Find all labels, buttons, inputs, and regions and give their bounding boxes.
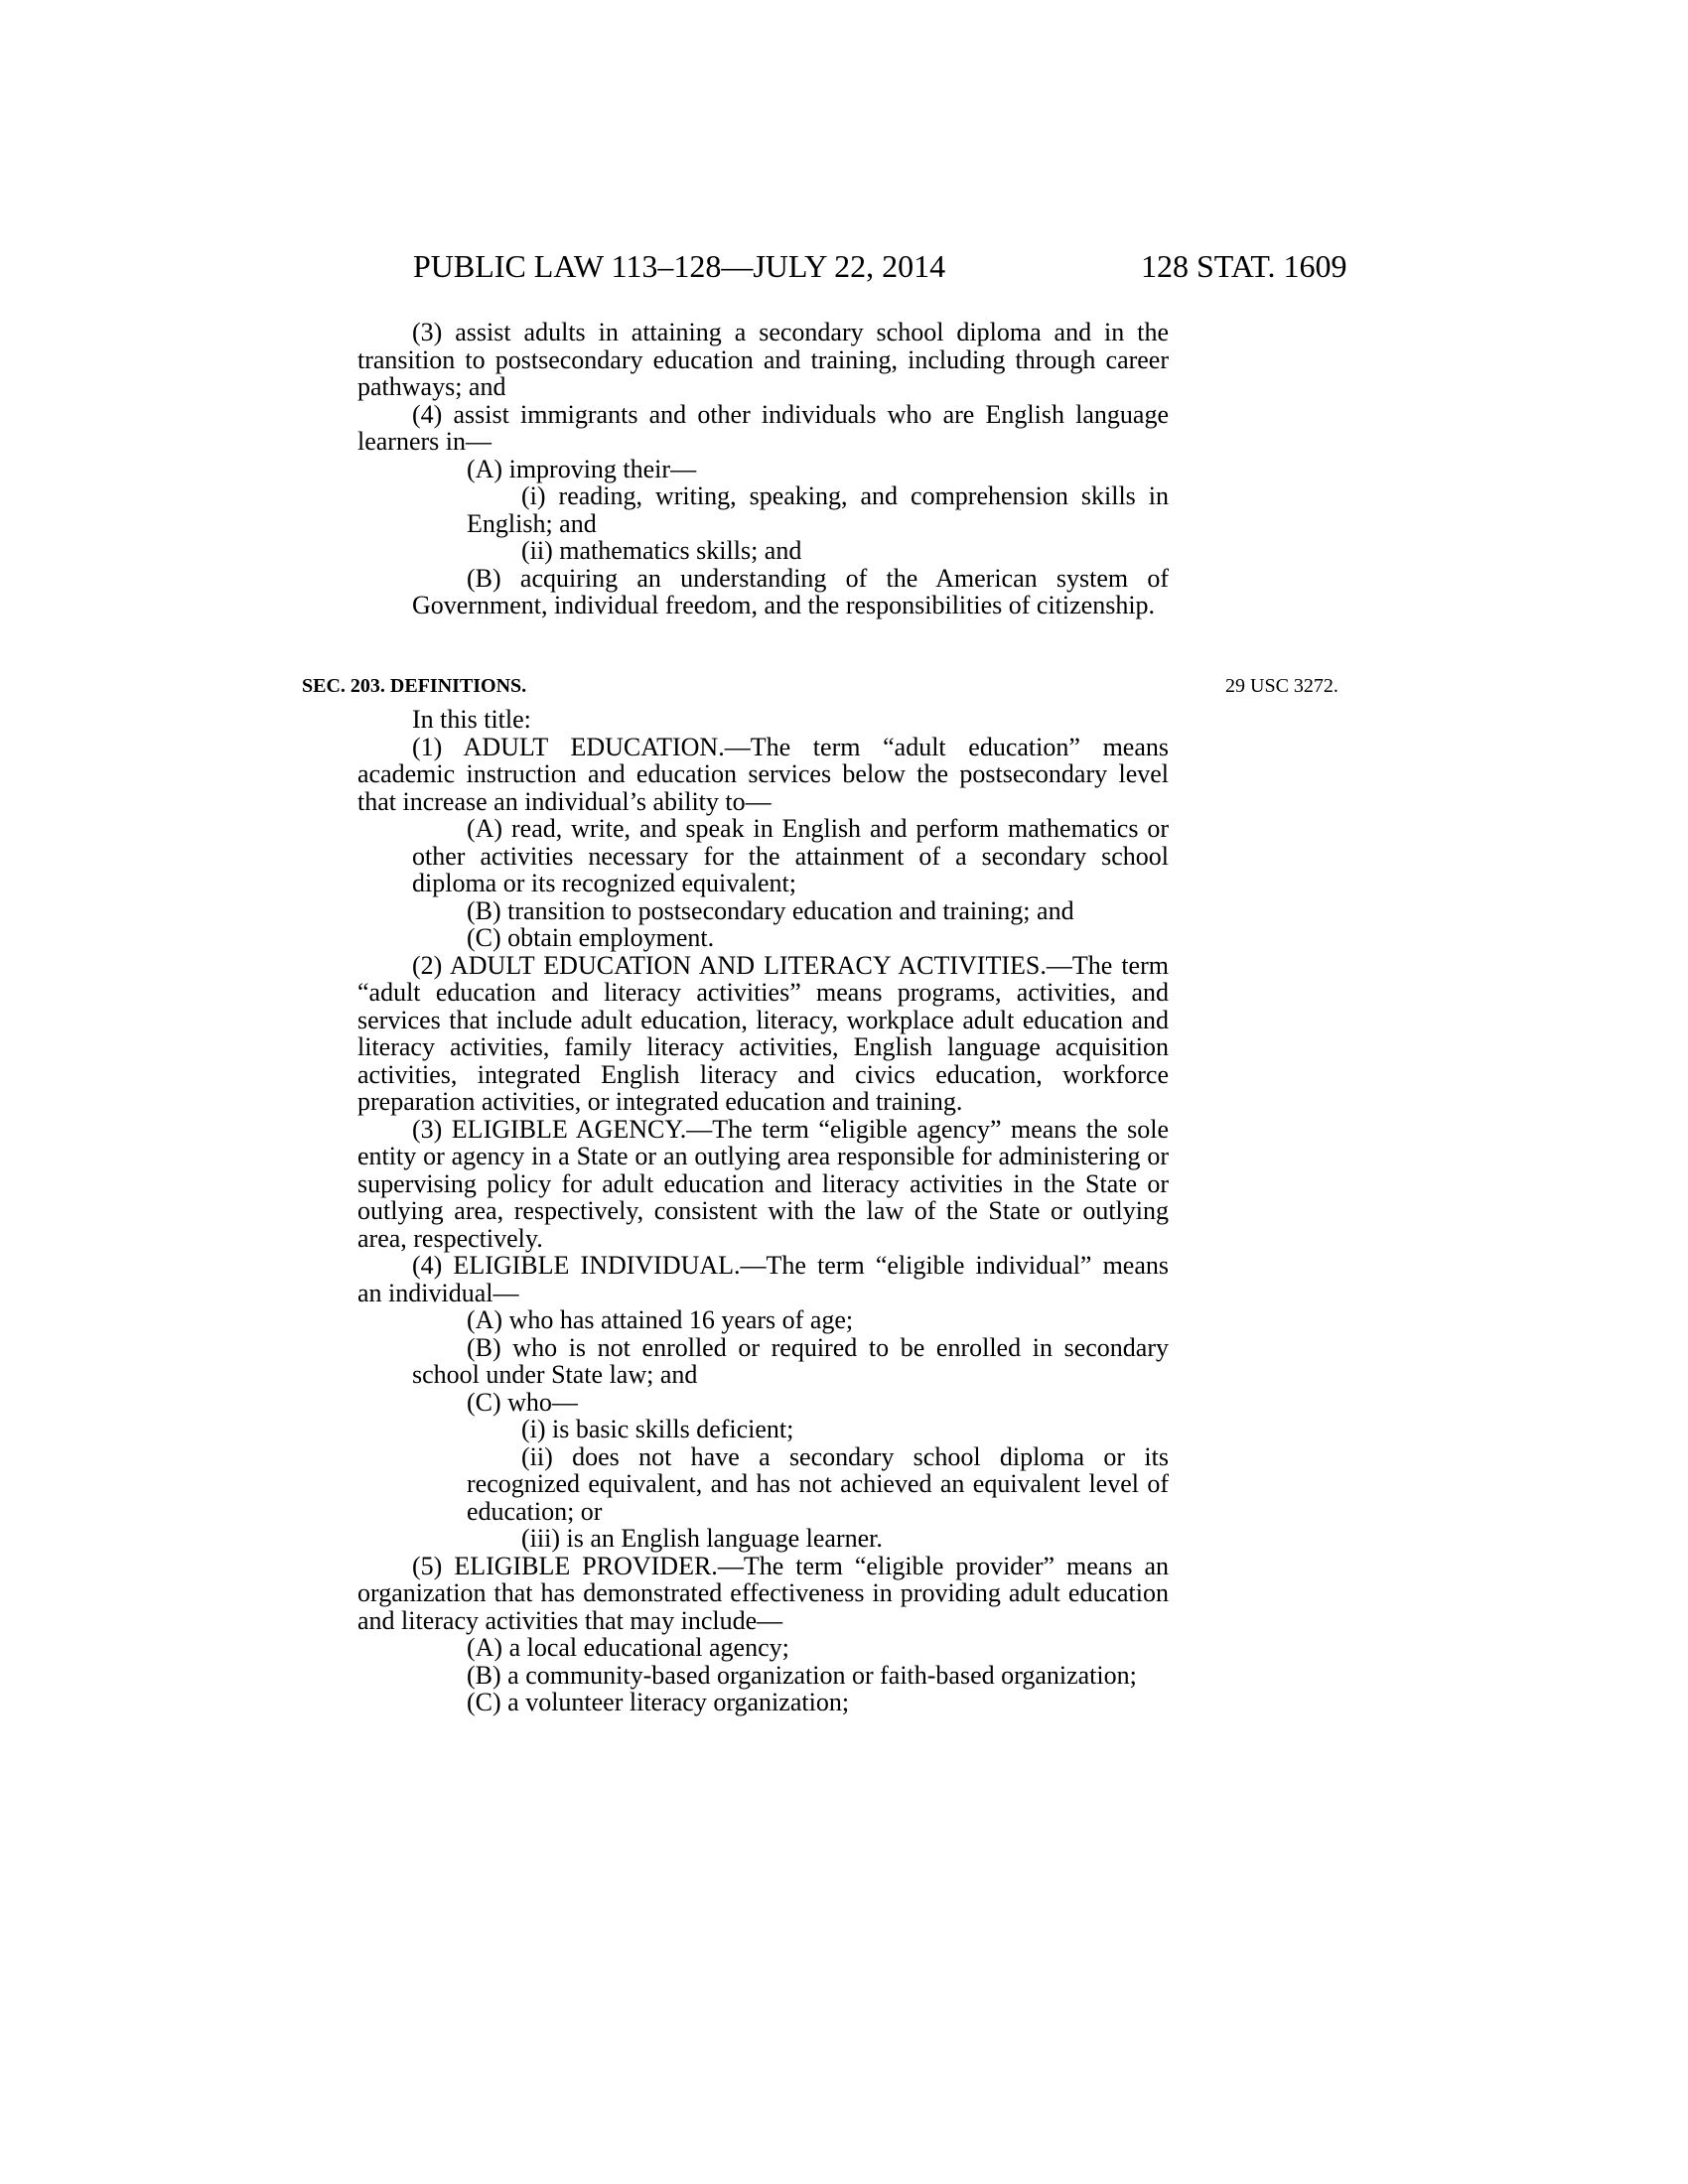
definition-term: (1) ADULT EDUCATION. [412,732,725,761]
definition-text: —The term “adult education and literacy activities” means programs, activities, and services that include adult education, literacy, workplace adult education and literacy activities, family literacy activities, English language acquisition activities, integrated English literacy and civics education, workforce preparation activities, or integrated education and training. [357,950,1169,1116]
definition-eligible-agency [357,1116,1169,1253]
paragraph-3: (3) assist adults in attaining a secondary school diploma and in the transition to postsecondary education and training, including through career pathways; and [357,318,1169,401]
subparagraph-b: (B) acquiring an understanding of the American system of Government, individual freedom, and the responsibilities of citizenship. [412,563,1169,619]
item-a: (A) read, write, and speak in English and perform mathematics or other activities necessary for the attainment of a secondary school diploma or its recognized equivalent; [412,814,1169,897]
item-a: (A) who has attained 16 years of age; [467,1305,854,1334]
page-number: 128 STAT. 1609 [1141,248,1347,284]
item-b: (B) transition to postsecondary education and training; and [467,895,1074,925]
clause-i: (i) is basic skills deficient; [521,1415,794,1443]
definition-term: (5) ELIGIBLE PROVIDER. [412,1551,718,1580]
definition-term: (4) ELIGIBLE INDIVIDUAL. [412,1251,741,1280]
item-c: (C) a volunteer literacy organization; [467,1688,850,1716]
margin-citation: 29 USC 3272. [1225,675,1338,697]
section-lead: In this title: [412,705,531,734]
definition-text: —The term “eligible individual” means an individual— [357,1251,1170,1307]
definition-text: —The term “adult education” means academic instruction and education services below the postsecondary level that increase an individual’s ability to— [357,732,1169,816]
definition-adult-education [357,734,1169,816]
definition-literacy-activities [357,952,1169,1116]
clause-i: (i) reading, writing, speaking, and comprehension skills in English; and [467,481,1169,538]
definition-text: —The term “eligible agency” means the sole entity or agency in a State or an outlying area responsible for administering or supervising policy for adult education and literacy activities in the State or outlying area, respectively, consistent with the law of the State or outlying area, respectively. [357,1114,1170,1253]
definition-text: —The term “eligible provider” means an organization that has demonstrated effectiveness in providing adult education and literacy activities that may include— [357,1551,1169,1635]
running-header-title: PUBLIC LAW 113–128—JULY 22, 2014 [413,248,946,284]
clause-iii: (iii) is an English language learner. [521,1524,883,1553]
item-c: (C) who— [467,1387,578,1417]
item-a: (A) a local educational agency; [467,1633,789,1662]
definition-eligible-individual [357,1252,1169,1306]
section-heading: SEC. 203. DEFINITIONS. [302,675,527,697]
section-body [357,706,1169,1716]
definition-term: (3) ELIGIBLE AGENCY. [412,1114,687,1144]
paragraph-4: (4) assist immigrants and other individuals who are English language learners in— [357,399,1169,456]
definition-term: (2) ADULT EDUCATION AND LITERACY ACTIVITIES. [412,950,1047,980]
clause-ii: (ii) mathematics skills; and [521,536,802,565]
clause-ii: (ii) does not have a secondary school diploma or its recognized equivalent, and has not achieved an equivalent level of education; or [467,1441,1169,1526]
item-b: (B) a community-based organization or faith-based organization; [467,1660,1137,1690]
intro-text [357,319,1169,619]
definition-eligible-provider [357,1553,1169,1635]
item-b: (B) who is not enrolled or required to be enrolled in secondary school under State law; and [412,1332,1169,1389]
subparagraph-a: (A) improving their— [467,454,697,483]
item-c: (C) obtain employment. [467,923,715,952]
